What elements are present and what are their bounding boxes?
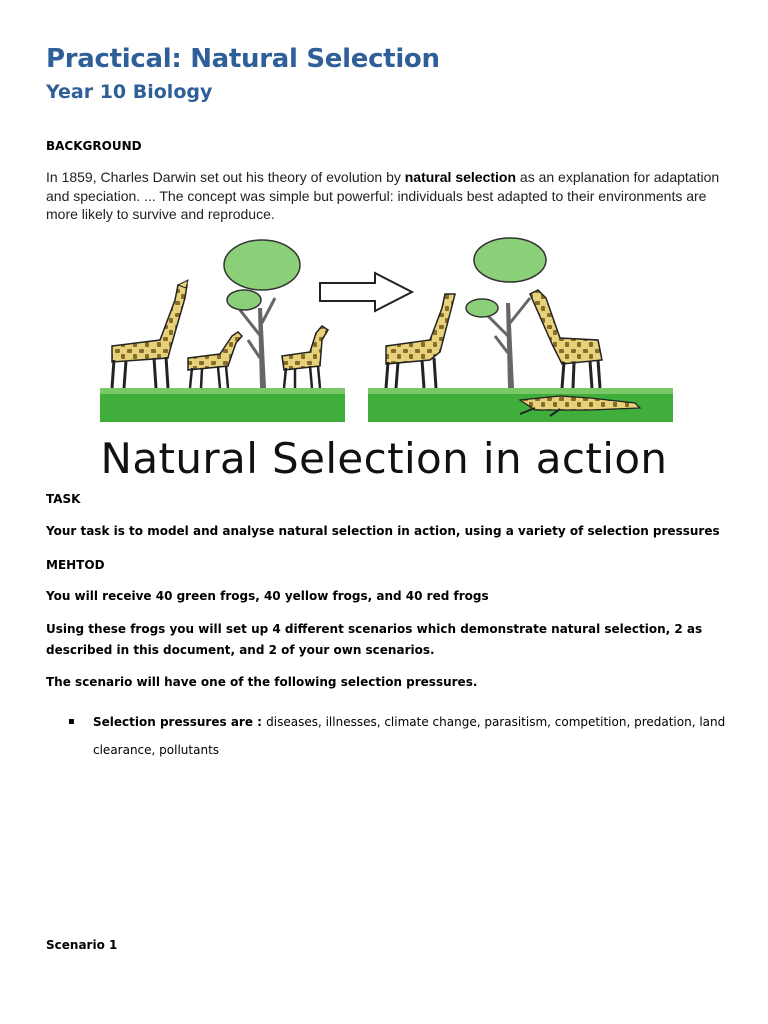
bullet-lead: Selection pressures are : <box>93 715 267 729</box>
bullet-text: diseases, illnesses, climate change, parasitism, competition, predation, land clearance, pollutants <box>93 715 726 757</box>
background-text-before: In 1859, Charles Darwin set out his theory of evolution by <box>46 169 405 185</box>
method-heading: MEHTOD <box>46 558 105 572</box>
tall-giraffe-icon <box>386 294 455 388</box>
left-panel <box>100 240 345 422</box>
selection-pressures-list <box>46 708 736 764</box>
task-paragraph: Your task is to model and analyse natural selection in action, using a variety of selection pressures <box>46 524 720 538</box>
task-heading: TASK <box>46 492 81 506</box>
method-paragraph-3: The scenario will have one of the following selection pressures. <box>46 675 478 689</box>
method-paragraph-1: You will receive 40 green frogs, 40 yellow frogs, and 40 red frogs <box>46 589 489 603</box>
arrow-icon <box>320 273 412 311</box>
background-heading: BACKGROUND <box>46 139 142 153</box>
background-text-after: as an explanation for adaptation and speciation. ... The concept was simple but powerful: individuals best adapted to their environments are more likely to survive and reproduce. <box>46 169 720 222</box>
background-text-bold: natural selection <box>404 169 517 185</box>
square-bullet-icon: ▪ <box>68 716 75 727</box>
tall-giraffe-icon <box>112 280 188 388</box>
natural-selection-illustration <box>90 228 690 428</box>
background-paragraph <box>46 168 736 224</box>
short-giraffe-icon <box>188 332 242 388</box>
tree-icon <box>466 238 546 388</box>
list-item <box>46 708 736 764</box>
method-paragraph-2: Using these frogs you will set up 4 different scenarios which demonstrate natural selection, 2 as described in this document, and 2 of your own scenarios. <box>46 622 703 657</box>
tall-giraffe-icon <box>530 290 602 388</box>
right-panel <box>368 238 673 422</box>
page-subtitle: Year 10 Biology <box>46 81 213 103</box>
short-giraffe-icon <box>282 326 328 388</box>
scenario-heading: Scenario 1 <box>46 938 118 952</box>
figure-caption: Natural Selection in action <box>100 434 668 483</box>
page-title: Practical: Natural Selection <box>46 44 440 74</box>
